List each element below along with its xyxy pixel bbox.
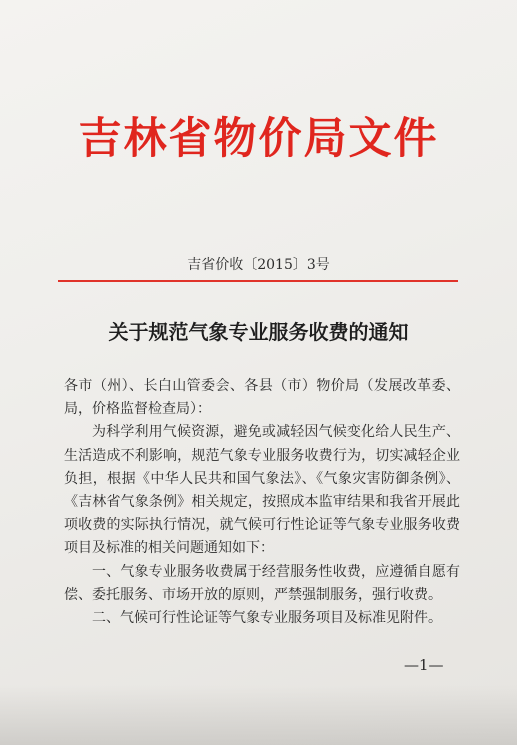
document-number: 吉省价收〔2015〕3号: [187, 257, 330, 273]
addressee-line: 各市（州）、长白山管委会、各县（市）物价局（发展改革委、局，价格监督检查局）：: [64, 378, 460, 418]
page-number: —1—: [404, 656, 444, 674]
notice-body: [64, 375, 460, 630]
notice-title: 关于规范气象专业服务收费的通知: [108, 320, 409, 344]
red-separator-rule: [58, 280, 458, 282]
page-shadow: [0, 685, 517, 745]
body-paragraph: 一、气象专业服务收费属于经营服务性收费，应遵循自愿有偿、委托服务、市场开放的原则，严禁强制服务，强行收费。: [64, 563, 460, 603]
body-paragraph: 二、气候可行性论证等气象专业服务项目及标准见附件。: [92, 610, 442, 627]
issuing-authority-title: 吉林省物价局文件: [78, 114, 439, 164]
body-paragraph: 为科学利用气候资源，避免或减轻因气候变化给人民生产、生活造成不利影响，规范气象专业服务收费行为，切实减轻企业负担，根据《中华人民共和国气象法》、《气象灾害防御条例》、《吉林省气象条例》相关规定，按照成本监审结果和我省开展此项收费的实际执行情况，就气候可行性论证等气象专业服务收费项目及标准的相关问题通知如下：: [64, 424, 460, 557]
